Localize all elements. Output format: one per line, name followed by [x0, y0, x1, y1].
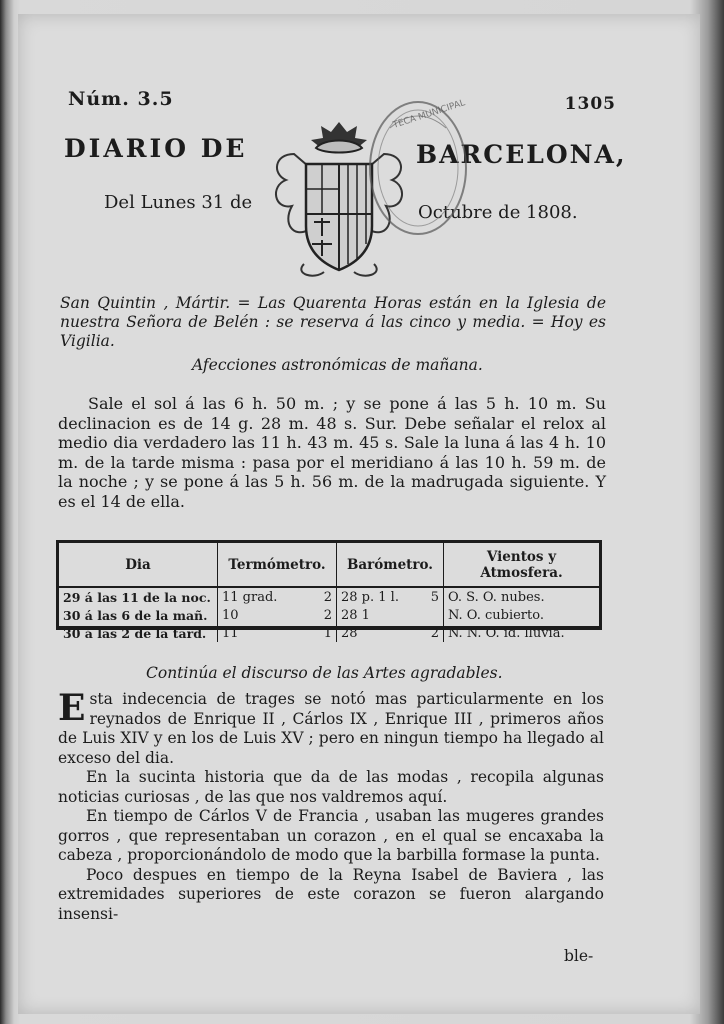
- cell-baro: 28 p. 1 l. 5: [337, 587, 444, 606]
- discourse-body: [58, 687, 604, 924]
- cell-viento: N. O. cubierto.: [448, 607, 544, 623]
- cell-termo: 11 1: [218, 624, 337, 642]
- discourse-paragraph: En la sucinta historia que da de las modas , recopila algunas noticias curiosas , de las que nos valdremos aquí.: [58, 768, 604, 806]
- cell-viento: O. S. O. nubes.: [448, 589, 545, 605]
- cell-termo: 10 2: [218, 606, 337, 624]
- weather-table: [56, 540, 602, 641]
- cell-baro: 28 2: [337, 624, 444, 642]
- newspaper-page: [18, 14, 700, 1014]
- svg-text:TECA MUNICIPAL: TECA MUNICIPAL: [391, 98, 467, 131]
- col-vientos: Vientos y Atmosfera.: [444, 543, 600, 587]
- cell-viento: N. N. O. id. lluvia.: [448, 625, 565, 641]
- cell-dia: 30 á las 2 de la tard.: [59, 624, 218, 642]
- discourse-heading: Continúa el discurso de las Artes agradables.: [146, 664, 503, 682]
- astronomy-heading: Afecciones astronómicas de mañana.: [192, 356, 483, 374]
- date-left: Del Lunes 31 de: [104, 192, 253, 213]
- masthead-title-right: BARCELONA,: [416, 140, 627, 169]
- library-stamp-icon: [366, 98, 470, 238]
- table-row: [59, 606, 599, 624]
- table-row: [59, 587, 599, 606]
- discourse-paragraph: En tiempo de Cárlos V de Francia , usaban las mugeres grandes gorros , que representaban un corazon , en el qual se encaxaba la cabeza , proporcionándolo de modo que la barbilla formase la punta.: [58, 807, 604, 864]
- issue-number: Núm. 3.5: [68, 88, 174, 110]
- col-termometro: Termómetro.: [218, 543, 337, 587]
- cell-termo: 11 grad. 2: [218, 587, 337, 606]
- drop-cap: E: [58, 687, 86, 729]
- date-right: Octubre de 1808.: [418, 202, 578, 223]
- page-number: 1305: [564, 94, 616, 114]
- col-barometro: Barómetro.: [337, 543, 444, 587]
- cell-baro: 28 1: [337, 606, 444, 624]
- discourse-paragraph: Poco despues en tiempo de la Reyna Isabel de Baviera , las extremidades superiores de este corazon se fueron alargando insensi-: [58, 865, 604, 923]
- table-row: [59, 624, 599, 642]
- cell-dia: 29 á las 11 de la noc.: [59, 587, 218, 606]
- astronomy-paragraph: Sale el sol á las 6 h. 50 m. ; y se pone á las 5 h. 10 m. Su declinacion es de 14 g. 28 m. 48 s. Sur. Debe señalar el relox al medio dia verdadero las 11 h. 43 m. 45 s. Sale la luna á las 4 h. 10 m. de la tarde misma : pasa por el meridiano á las 10 h. 59 m. de la noche ; y se pone á las 5 h. 56 m. de la madrugada siguiente. Y es el 14 de ella.: [58, 394, 606, 511]
- saint-notice: San Quintin , Mártir. = Las Quarenta Horas están en la Iglesia de nuestra Señora de Belén : se reserva á las cinco y media. = Hoy es Vigilia.: [60, 294, 606, 350]
- masthead-title-left: DIARIO DE: [64, 134, 248, 163]
- col-dia: Dia: [59, 543, 218, 587]
- catchword: ble-: [564, 947, 594, 965]
- cell-dia: 30 á las 6 de la mañ.: [59, 606, 218, 624]
- discourse-paragraph: Esta indecencia de trages se notó mas particularmente en los reynados de Enrique II , Cárlos IX , Enrique III , primeros años de Luis XIV y en los de Luis XV ; pero en ningun tiempo ha llegado al exceso del dia.: [58, 687, 604, 767]
